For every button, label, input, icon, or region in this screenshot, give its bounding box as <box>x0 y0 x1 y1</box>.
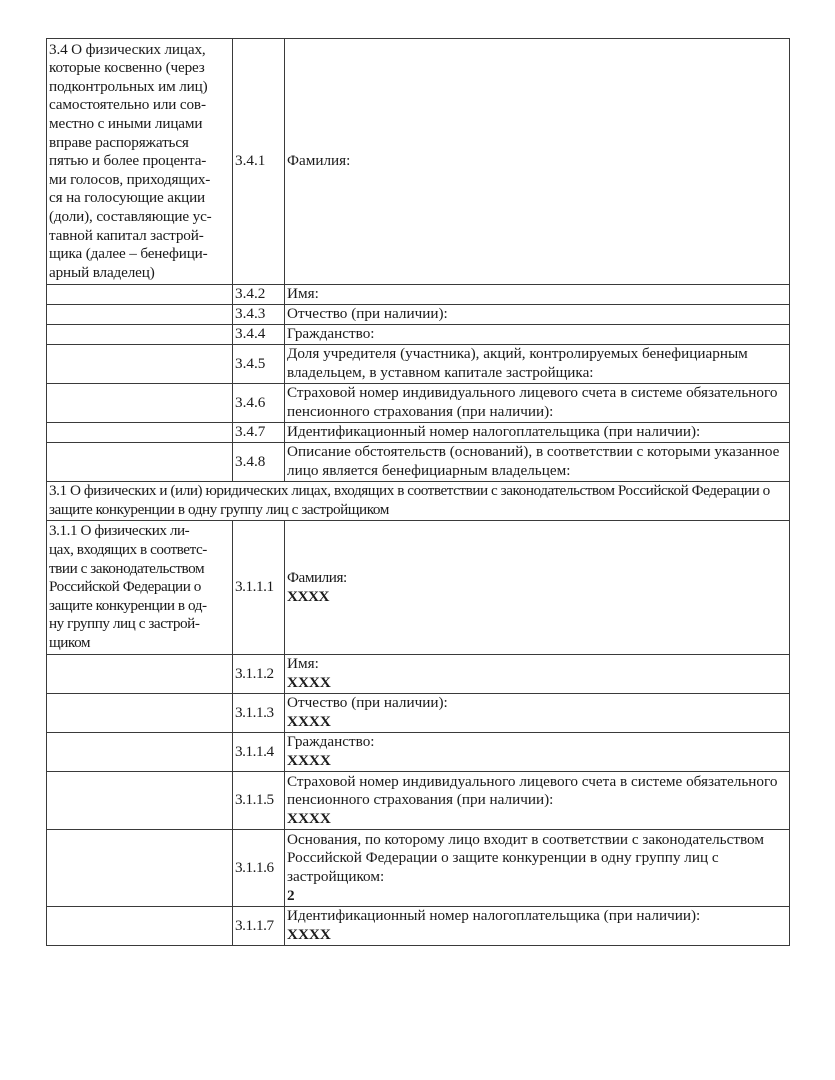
item-cell <box>285 772 790 830</box>
title-line: 3.1.1 О физических ли- <box>49 522 190 540</box>
item-number: 3.1.1.3 <box>233 694 285 733</box>
item-number: 3.1.1.4 <box>233 733 285 772</box>
title-line: щика (далее – бенефици- <box>49 245 208 263</box>
title-line: твии с законодательством <box>49 559 205 577</box>
table-row <box>47 384 790 423</box>
table-row <box>47 305 790 325</box>
empty-cell <box>47 305 233 325</box>
item-cell <box>285 521 790 655</box>
item-label: Идентификационный номер налогоплательщика (при наличии): <box>287 907 701 925</box>
item-number: 3.1.1.6 <box>233 830 285 907</box>
item-label: Гражданство: <box>285 325 790 345</box>
empty-cell <box>47 907 233 946</box>
item-label: Фамилия: <box>287 568 347 586</box>
empty-cell <box>47 772 233 830</box>
item-label: Страховой номер индивидуального лицевого счета в системе обязательного пенсионного страхования (при наличии): <box>287 772 778 809</box>
title-line: ну группу лиц с застрой- <box>49 615 200 633</box>
table-row <box>47 907 790 946</box>
item-value: XXXX <box>287 809 331 827</box>
item-cell <box>285 655 790 694</box>
item-label: Фамилия: <box>285 39 790 285</box>
empty-cell <box>47 443 233 482</box>
item-number: 3.4.3 <box>233 305 285 325</box>
title-line: защите конкуренции в од- <box>49 596 207 614</box>
title-line: подконтрольных им лиц) <box>49 77 208 95</box>
item-label: Отчество (при наличии): <box>285 305 790 325</box>
table-row <box>47 655 790 694</box>
item-number: 3.4.6 <box>233 384 285 423</box>
title-line: вправе распоряжаться <box>49 133 189 151</box>
item-value: XXXX <box>287 674 331 691</box>
item-value: XXXX <box>287 752 331 769</box>
title-line: тавной капитал застрой- <box>49 226 204 244</box>
table-row <box>47 694 790 733</box>
item-cell <box>285 830 790 907</box>
item-cell <box>285 733 790 772</box>
empty-cell <box>47 384 233 423</box>
item-label: Гражданство: <box>287 733 375 751</box>
item-value: XXXX <box>287 587 330 605</box>
empty-cell <box>47 694 233 733</box>
title-line: (доли), составляющие ус- <box>49 207 212 225</box>
item-number: 3.4.7 <box>233 423 285 443</box>
title-line: ся на голосующие акции <box>49 189 206 207</box>
item-label: Доля учредителя (участника), акций, контролируемых бенефициарным владельцем, в уставном капитале застройщика: <box>285 345 790 384</box>
section-3-1-title: 3.1 О физических и (или) юридических лицах, входящих в соответствии с законодательством Российской Федерации о защите конкуренции в одну группу лиц с застройщиком <box>47 482 790 521</box>
item-label: Идентификационный номер налогоплательщика (при наличии): <box>285 423 790 443</box>
table-row <box>47 345 790 384</box>
item-label: Основания, по которому лицо входит в соответствии с законодательством Российской Федерации о защите конкуренции в одну группу лиц с застройщиком: <box>287 830 764 885</box>
title-line: местно с иными лицами <box>49 115 203 133</box>
section-3-4-title <box>47 39 233 285</box>
title-line: пятью и более процента- <box>49 152 207 170</box>
empty-cell <box>47 325 233 345</box>
empty-cell <box>47 285 233 305</box>
item-label: Имя: <box>285 285 790 305</box>
title-line: арный владелец) <box>49 263 155 281</box>
item-value: XXXX <box>287 926 331 943</box>
empty-cell <box>47 423 233 443</box>
title-line: самостоятельно или сов- <box>49 96 206 114</box>
table-row <box>47 423 790 443</box>
item-cell <box>285 694 790 733</box>
item-label: Описание обстоятельств (оснований), в соответствии с которыми указанное лицо является бенефициарным владельцем: <box>285 443 790 482</box>
title-line: 3.4 О физических лицах, <box>49 40 206 58</box>
section-header-row <box>47 482 790 521</box>
item-value: XXXX <box>287 713 331 730</box>
item-number: 3.1.1.2 <box>233 655 285 694</box>
table-row <box>47 733 790 772</box>
item-label: Имя: <box>287 655 319 673</box>
table-row <box>47 325 790 345</box>
item-number: 3.1.1.1 <box>233 521 285 655</box>
item-label: Страховой номер индивидуального лицевого счета в системе обязательного пенсионного страхования (при наличии): <box>285 384 790 423</box>
table-row <box>47 521 790 655</box>
item-value: 2 <box>287 886 295 904</box>
table-row <box>47 772 790 830</box>
item-number: 3.4.4 <box>233 325 285 345</box>
empty-cell <box>47 830 233 907</box>
item-number: 3.4.2 <box>233 285 285 305</box>
table-row <box>47 443 790 482</box>
empty-cell <box>47 345 233 384</box>
table-row <box>47 39 790 285</box>
item-number: 3.1.1.5 <box>233 772 285 830</box>
table-row <box>47 285 790 305</box>
item-number: 3.4.8 <box>233 443 285 482</box>
item-number: 3.4.5 <box>233 345 285 384</box>
disclosure-table <box>46 38 790 946</box>
empty-cell <box>47 733 233 772</box>
title-line: щиком <box>49 633 91 651</box>
title-line: которые косвенно (через <box>49 59 205 77</box>
item-label: Отчество (при наличии): <box>287 694 448 712</box>
item-number: 3.1.1.7 <box>233 907 285 946</box>
item-number: 3.4.1 <box>233 39 285 285</box>
title-line: цах, входящих в соответс- <box>49 541 207 559</box>
title-line: ми голосов, приходящих- <box>49 170 211 188</box>
empty-cell <box>47 655 233 694</box>
item-cell <box>285 907 790 946</box>
table-row <box>47 830 790 907</box>
title-line: Российской Федерации о <box>49 578 201 596</box>
section-3-1-1-title <box>47 521 233 655</box>
